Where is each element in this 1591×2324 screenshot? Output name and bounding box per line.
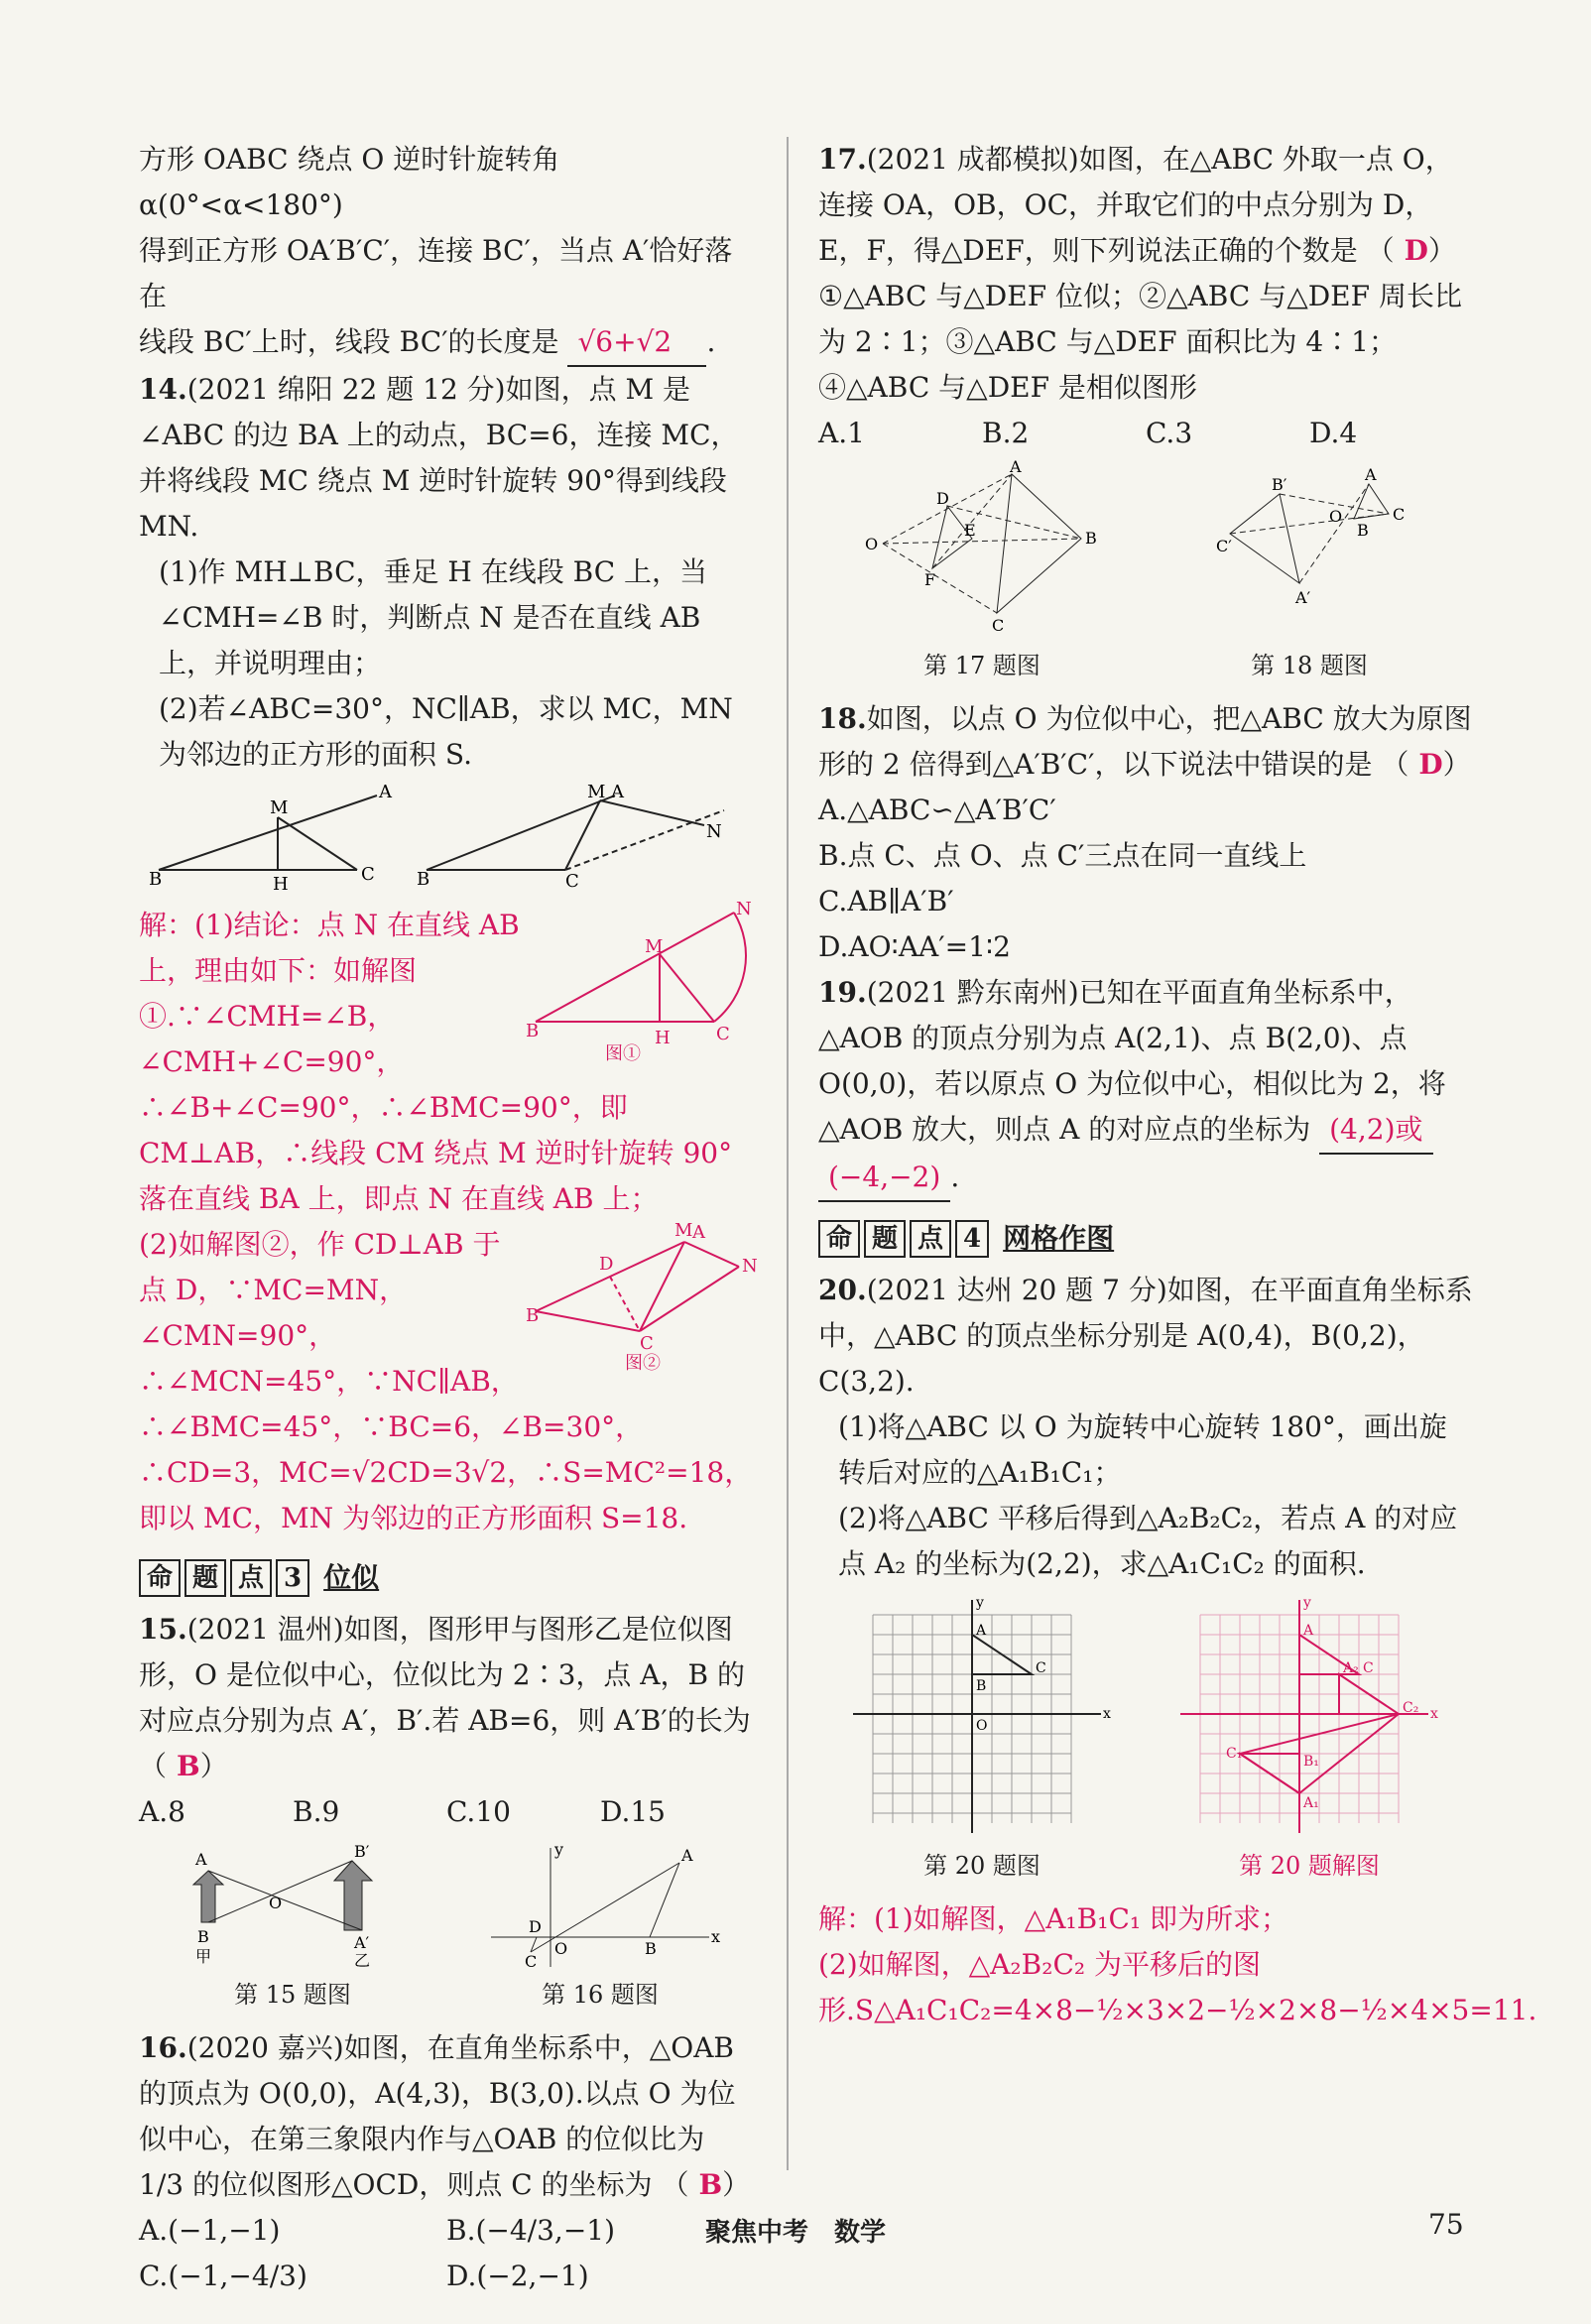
q14-figure-a bbox=[149, 782, 397, 895]
q15-q16-figures bbox=[139, 1840, 754, 2018]
section-3-label-2: 题 bbox=[184, 1559, 226, 1597]
svg-text:A₂: A₂ bbox=[1343, 1660, 1359, 1676]
svg-text:C: C bbox=[1363, 1660, 1374, 1676]
section-4-label-4: 4 bbox=[955, 1220, 989, 1258]
q14-figure-b bbox=[417, 782, 744, 895]
svg-text:B₁: B₁ bbox=[1303, 1754, 1319, 1770]
question-16-number: 16. bbox=[139, 2031, 187, 2064]
svg-text:C′: C′ bbox=[1216, 537, 1232, 555]
svg-text:B: B bbox=[1357, 521, 1369, 540]
section-3-header bbox=[139, 1555, 754, 1601]
q20-solution-figure bbox=[1170, 1595, 1448, 1889]
svg-text:D: D bbox=[529, 1917, 542, 1936]
svg-text:A: A bbox=[692, 1222, 705, 1243]
q16-option-a: A.(−1,−1) bbox=[139, 2214, 281, 2247]
svg-text:y: y bbox=[1303, 1595, 1311, 1611]
svg-text:B: B bbox=[197, 1927, 209, 1946]
q20-solution-figure-caption: 第 20 题解图 bbox=[1239, 1852, 1380, 1880]
svg-text:C: C bbox=[1036, 1660, 1046, 1676]
svg-text:C₂: C₂ bbox=[1403, 1700, 1419, 1716]
solution-figure-1 bbox=[526, 899, 754, 1064]
section-3-label-3: 点 bbox=[230, 1559, 272, 1597]
question-14-part2: (2)若∠ABC=30°，NC∥AB，求以 MC，MN 为邻边的正方形的面积 S. bbox=[159, 692, 733, 771]
question-14-part1: (1)作 MH⊥BC，垂足 H 在线段 BC 上，当∠CMH=∠B 时，判断点 N 是否在直线 AB 上，并说明理由； bbox=[159, 555, 708, 679]
solution-figure-2-caption: 图② bbox=[625, 1353, 661, 1374]
solution-figure-1-caption: 图① bbox=[605, 1043, 641, 1064]
svg-text:B′: B′ bbox=[354, 1842, 370, 1861]
svg-text:B: B bbox=[526, 1305, 540, 1326]
svg-text:x: x bbox=[1103, 1706, 1111, 1722]
q17-option-d: D.4 bbox=[1309, 417, 1358, 449]
svg-text:N: N bbox=[736, 899, 752, 919]
svg-text:A: A bbox=[976, 1623, 987, 1639]
question-15-answer: B bbox=[177, 1750, 200, 1782]
svg-text:H: H bbox=[273, 874, 289, 895]
question-16: 16.(2020 嘉兴)如图，在直角坐标系中，△OAB 的顶点为 O(0,0)，A(4,3)，B(3,0).以点 O 为位似中心，在第三象限内作与△OAB 的位似比为 1/3 的位似图形△OCD，则点 C 的坐标为 （ B） bbox=[139, 2031, 751, 2201]
section-3-label-4: 3 bbox=[276, 1559, 309, 1597]
svg-text:B: B bbox=[1085, 529, 1097, 548]
question-20-stem: (2021 达州 20 题 7 分)如图，在平面直角坐标系中，△ABC 的顶点坐标分别是 A(0,4)，B(0,2)，C(3,2). bbox=[818, 1274, 1473, 1398]
q16-option-d: D.(−2,−1) bbox=[446, 2260, 589, 2292]
q15-option-a: A.8 bbox=[139, 1795, 185, 1828]
page-number: 75 bbox=[1428, 2208, 1464, 2241]
question-20-part2: (2)将△ABC 平移后得到△A₂B₂C₂，若点 A 的对应点 A₂ 的坐标为(2,2)，求△A₁C₁C₂ 的面积. bbox=[838, 1502, 1458, 1580]
right-column bbox=[818, 137, 1537, 2033]
q20-solution-part2: (2)如解图，△A₂B₂C₂ 为平移后的图形.S△A₁C₁C₂=4×8−½×3×2−½×2×8−½×4×5=11. bbox=[818, 1948, 1537, 2026]
svg-text:C: C bbox=[565, 871, 579, 892]
svg-text:C: C bbox=[640, 1333, 654, 1354]
q20-figures bbox=[818, 1595, 1473, 1889]
question-17-statements: ①△ABC 与△DEF 位似；②△ABC 与△DEF 周长比为 2∶1；③△ABC 与△DEF 面积比为 4∶1；④△ABC 与△DEF 是相似图形 bbox=[818, 280, 1462, 404]
q20-figure bbox=[843, 1595, 1121, 1889]
svg-text:B: B bbox=[526, 1021, 540, 1041]
question-20-solution bbox=[818, 1896, 1537, 2033]
intro-line-3: 线段 BC′上时，线段 BC′的长度是 √6+√2 . bbox=[139, 319, 754, 367]
svg-text:A′: A′ bbox=[354, 1933, 370, 1952]
svg-text:A: A bbox=[681, 1846, 693, 1865]
svg-text:O: O bbox=[269, 1894, 283, 1912]
solution-figure-2 bbox=[526, 1220, 758, 1374]
intro-answer-blank: √6+√2 bbox=[567, 319, 706, 367]
section-4-label-3: 点 bbox=[910, 1220, 951, 1258]
svg-text:M: M bbox=[674, 1220, 693, 1241]
svg-text:C: C bbox=[361, 864, 375, 885]
svg-text:A: A bbox=[1010, 457, 1022, 476]
svg-text:C₁: C₁ bbox=[1226, 1746, 1243, 1762]
question-15: 15.(2021 温州)如图，图形甲与图形乙是位似图形，O 是位似中心，位似比为 2∶3，点 A，B 的对应点分别为点 A′，B′.若 AB=6，则 A′B′的长为 （ B） bbox=[139, 1613, 751, 1782]
svg-text:M: M bbox=[645, 936, 664, 957]
question-19-answer-2: (−4,−2) bbox=[818, 1155, 950, 1202]
question-14-stem: (2021 绵阳 22 题 12 分)如图，点 M 是∠ABC 的边 BA 上的动点，BC=6，连接 MC，并将线段 MC 绕点 M 逆时针旋转 90°得到线段 MN. bbox=[139, 373, 739, 543]
section-4-label-1: 命 bbox=[818, 1220, 860, 1258]
q16-option-b: B.(−4/3,−1) bbox=[446, 2214, 616, 2247]
q14-solution-part1: 解：(1)结论：点 N 在直线 AB 上，理由如下：如解图①.∵∠CMH=∠B，∠CMH+∠C=90°，∴∠B+∠C=90°，∴∠BMC=90°，即 CM⊥AB，∴线段 CM 绕点 M 逆时针旋转 90°落在直线 BA 上，即点 N 在直线 AB 上； bbox=[139, 909, 733, 1215]
q16-figure-caption: 第 16 题图 bbox=[542, 1981, 659, 2009]
svg-text:B: B bbox=[976, 1678, 987, 1694]
svg-text:N: N bbox=[706, 821, 722, 842]
q17-figure-caption: 第 17 题图 bbox=[923, 652, 1040, 679]
question-16-stem: (2020 嘉兴)如图，在直角坐标系中，△OAB 的顶点为 O(0,0)，A(4,3)，B(3,0).以点 O 为位似中心，在第三象限内作与△OAB 的位似比为 1/3 的位似图形△OCD，则点 C 的坐标为 bbox=[139, 2031, 736, 2201]
question-20-part1: (1)将△ABC 以 O 为旋转中心旋转 180°，画出旋转后对应的△A₁B₁C₁； bbox=[838, 1410, 1447, 1489]
left-column bbox=[139, 137, 758, 2299]
q17-q18-figures bbox=[818, 457, 1473, 688]
svg-text:O: O bbox=[865, 535, 879, 553]
svg-text:D: D bbox=[936, 489, 949, 508]
svg-text:x: x bbox=[1430, 1706, 1438, 1722]
svg-text:D: D bbox=[599, 1254, 614, 1275]
q17-option-a: A.1 bbox=[818, 417, 865, 449]
question-17-number: 17. bbox=[818, 143, 867, 176]
question-14-figures bbox=[139, 782, 754, 895]
question-19: 19.(2021 黔东南州)已知在平面直角坐标系中，△AOB 的顶点分别为点 A(2,1)、点 B(2,0)、点 O(0,0)，若以原点 O 为位似中心，相似比为 2，将△AOB 放大，则点 A 的对应点的坐标为 (4,2)或 (−4,−2) . bbox=[818, 970, 1473, 1202]
question-17-options bbox=[818, 411, 1473, 456]
question-15-number: 15. bbox=[139, 1613, 187, 1646]
section-4-label-2: 题 bbox=[864, 1220, 906, 1258]
svg-text:甲: 甲 bbox=[195, 1947, 212, 1966]
q16-option-c: C.(−1,−4/3) bbox=[139, 2260, 307, 2292]
svg-text:A′: A′ bbox=[1295, 588, 1311, 607]
svg-text:乙: 乙 bbox=[354, 1951, 371, 1970]
svg-text:A: A bbox=[195, 1850, 207, 1869]
q20-solution-part1: 解：(1)如解图，△A₁B₁C₁ 即为所求； bbox=[818, 1902, 1288, 1935]
q15-figure bbox=[174, 1843, 412, 2018]
svg-text:A: A bbox=[379, 782, 392, 802]
q15-option-b: B.9 bbox=[293, 1795, 340, 1828]
question-19-answer-1: (4,2)或 bbox=[1319, 1107, 1432, 1155]
q18-figure bbox=[1180, 464, 1438, 688]
q18-option-a: A.△ABC∽△A′B′C′ bbox=[818, 794, 1056, 826]
svg-text:O: O bbox=[554, 1939, 568, 1958]
svg-text:N: N bbox=[742, 1256, 758, 1277]
section-4-title: 网格作图 bbox=[1003, 1222, 1115, 1255]
svg-text:F: F bbox=[924, 570, 936, 589]
intro-line-2: 得到正方形 OA′B′C′，连接 BC′，当点 A′恰好落在 bbox=[139, 234, 733, 312]
q17-figure bbox=[853, 457, 1111, 688]
svg-text:C: C bbox=[716, 1024, 730, 1044]
intro-line-3-text: 线段 BC′上时，线段 BC′的长度是 bbox=[139, 325, 559, 358]
svg-text:M: M bbox=[587, 782, 606, 802]
svg-text:B: B bbox=[417, 869, 430, 890]
question-19-number: 19. bbox=[818, 976, 867, 1009]
section-4-header bbox=[818, 1216, 1473, 1262]
question-18-stem: 如图，以点 O 为位似中心，把△ABC 放大为原图形的 2 倍得到△A′B′C′，以下说法中错误的是 bbox=[818, 702, 1472, 781]
svg-text:x: x bbox=[711, 1927, 721, 1946]
intro-line-1: 方形 OABC 绕点 O 逆时针旋转角 α(0°<α<180°) bbox=[139, 143, 560, 221]
svg-text:M: M bbox=[270, 797, 289, 818]
question-19-stem: (2021 黔东南州)已知在平面直角坐标系中，△AOB 的顶点分别为点 A(2,1)、点 B(2,0)、点 O(0,0)，若以原点 O 为位似中心，相似比为 2，将△AOB 放大，则点 A 的对应点的坐标为 bbox=[818, 976, 1446, 1146]
svg-text:O: O bbox=[1329, 507, 1343, 526]
svg-text:C: C bbox=[1393, 505, 1406, 524]
q15-option-c: C.10 bbox=[446, 1795, 511, 1828]
question-18-answer: D bbox=[1418, 748, 1443, 781]
question-17-stem: (2021 成都模拟)如图，在△ABC 外取一点 O，连接 OA，OB，OC，并取它们的中点分别为 D，E，F，得△DEF，则下列说法正确的个数是 bbox=[818, 143, 1453, 267]
svg-text:B: B bbox=[645, 1939, 657, 1958]
svg-text:A: A bbox=[611, 782, 624, 802]
page-footer: 聚焦中考 数学 bbox=[704, 2218, 886, 2248]
svg-text:E: E bbox=[964, 521, 976, 540]
svg-text:C: C bbox=[992, 616, 1005, 635]
section-3-title: 位似 bbox=[323, 1561, 380, 1594]
q17-option-c: C.3 bbox=[1146, 417, 1193, 449]
svg-text:A: A bbox=[1365, 465, 1377, 484]
question-20-number: 20. bbox=[818, 1274, 867, 1306]
q18-option-c: C.AB∥A′B′ bbox=[818, 885, 954, 917]
question-16-options-row2 bbox=[139, 2254, 754, 2299]
q20-figure-caption: 第 20 题图 bbox=[923, 1852, 1040, 1880]
svg-text:y: y bbox=[554, 1840, 564, 1859]
q16-figure bbox=[481, 1840, 721, 2018]
question-17-answer: D bbox=[1404, 234, 1428, 267]
question-18-number: 18. bbox=[818, 702, 867, 735]
q15-figure-caption: 第 15 题图 bbox=[234, 1981, 351, 2009]
question-16-answer: B bbox=[698, 2168, 723, 2201]
svg-text:O: O bbox=[976, 1718, 988, 1734]
svg-text:A: A bbox=[1303, 1623, 1314, 1639]
question-15-stem: (2021 温州)如图，图形甲与图形乙是位似图形，O 是位似中心，位似比为 2∶3，点 A，B 的对应点分别为点 A′，B′.若 AB=6，则 A′B′的长为 bbox=[139, 1613, 751, 1737]
question-14-solution bbox=[139, 899, 758, 1541]
q18-option-d: D.AO∶AA′=1∶2 bbox=[818, 930, 1011, 963]
svg-text:A₁: A₁ bbox=[1303, 1795, 1319, 1811]
question-20 bbox=[818, 1268, 1473, 1405]
question-18: 18.如图，以点 O 为位似中心，把△ABC 放大为原图形的 2 倍得到△A′B′C′，以下说法中错误的是 （ D） bbox=[818, 702, 1472, 781]
svg-text:B′: B′ bbox=[1272, 475, 1287, 494]
q17-option-b: B.2 bbox=[982, 417, 1030, 449]
q14-solution-part2: (2)如解图②，作 CD⊥AB 于点 D，∵MC=MN，∠CMN=90°，∴∠MCN=45°，∵NC∥AB，∴∠BMC=45°，∵BC=6，∠B=30°，∴CD=3，MC=√2CD=3√2，∴S=MC²=18，即以 MC，MN 为邻边的正方形面积 S=18. bbox=[139, 1228, 753, 1534]
question-14-number: 14. bbox=[139, 373, 187, 406]
q18-figure-caption: 第 18 题图 bbox=[1251, 652, 1368, 679]
section-3-label-1: 命 bbox=[139, 1559, 181, 1597]
svg-text:y: y bbox=[976, 1595, 984, 1611]
question-15-options bbox=[139, 1789, 754, 1835]
svg-text:H: H bbox=[655, 1028, 671, 1048]
question-14 bbox=[139, 367, 754, 550]
question-17: 17.(2021 成都模拟)如图，在△ABC 外取一点 O，连接 OA，OB，OC，并取它们的中点分别为 D，E，F，得△DEF，则下列说法正确的个数是 （ D） bbox=[818, 143, 1456, 267]
svg-text:B: B bbox=[149, 869, 163, 890]
q18-option-b: B.点 C、点 O、点 C′三点在同一直线上 bbox=[818, 839, 1307, 872]
q15-option-d: D.15 bbox=[600, 1795, 666, 1828]
svg-text:C: C bbox=[525, 1952, 538, 1971]
